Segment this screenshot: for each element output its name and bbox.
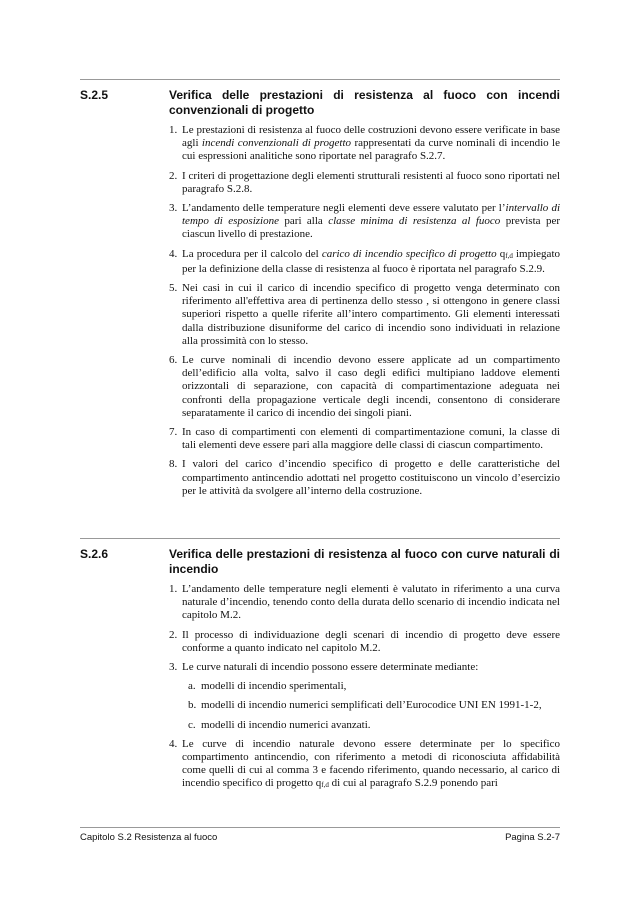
section-number: S.2.5 bbox=[80, 88, 109, 102]
sub-item-text: modelli di incendio numerici avanzati. bbox=[201, 718, 371, 731]
item-text: In caso di compartimenti con elementi di compartimentazione comuni, la classe di tali elementi deve essere pari alla maggiore delle classi di ciascun compartimento. bbox=[182, 426, 560, 452]
item-text: Le curve naturali di incendio possono essere determinate mediante: bbox=[182, 661, 479, 674]
page-footer bbox=[80, 832, 560, 843]
footer-chapter: Capitolo S.2 Resistenza al fuoco bbox=[80, 832, 218, 843]
item-number: 1. bbox=[169, 124, 178, 136]
sub-item-letter: b. bbox=[188, 699, 197, 712]
item-number: 3. bbox=[169, 661, 178, 674]
list-item bbox=[169, 583, 560, 623]
item-number: 1. bbox=[169, 583, 178, 595]
item-number: 8. bbox=[169, 458, 178, 471]
sub-item-letter: c. bbox=[188, 718, 196, 731]
footer-page-number: Pagina S.2-7 bbox=[505, 832, 560, 843]
section-rule-middle bbox=[80, 538, 560, 539]
list-item bbox=[169, 458, 560, 498]
list-item bbox=[169, 426, 560, 452]
list-item bbox=[169, 629, 560, 655]
item-text: L’andamento delle temperature negli elementi deve essere valutato per l’intervallo di tempo di esposizione pari alla classe minima di resistenza al fuoco prevista per ciascun livello di prestazione. bbox=[182, 202, 561, 241]
item-text: Le prestazioni di resistenza al fuoco delle costruzioni devono essere verificate in base agli incendi convenzionali di progetto rappresentati da curve nominali di incendio le cui espressioni analitiche sono riportate nel paragrafo S.2.7. bbox=[182, 124, 560, 163]
item-number: 5. bbox=[169, 282, 178, 295]
item-number: 2. bbox=[169, 169, 178, 182]
list-item bbox=[169, 124, 560, 164]
item-text: Il processo di individuazione degli scenari di incendio di progetto deve essere conforme a quanto indicato nel capitolo M.2. bbox=[182, 628, 560, 654]
section-s-2-6 bbox=[80, 547, 560, 799]
list-item bbox=[169, 282, 560, 348]
sub-list-item bbox=[188, 680, 560, 693]
item-number: 4. bbox=[169, 247, 178, 260]
sub-item-text: modelli di incendio numerici semplificati dell’Eurocodice UNI EN 1991-1-2, bbox=[201, 699, 542, 712]
sub-list-item bbox=[188, 699, 560, 712]
list-item bbox=[169, 738, 560, 793]
item-text: Nei casi in cui il carico di incendio specifico di progetto venga determinato con riferimento all'effettiva area di pertinenza dello stesso , si ottengono in genere classi superiori rispetto a quelle riferite all’intero compartimento. Gli elementi interessati dalla distribuzione disuniforme del carico di incendio sono individuati in relazione alla prossimità con lo stesso. bbox=[182, 282, 560, 347]
item-number: 4. bbox=[169, 737, 178, 750]
item-text: I valori del carico d’incendio specifico di progetto e delle caratteristiche del compartimento antincendio adottati nel progetto costituiscono un vincolo d’esercizio per le attività da svolgere all’interno della costruzione. bbox=[182, 458, 560, 497]
list-item bbox=[169, 661, 560, 732]
sub-item-letter: a. bbox=[188, 680, 196, 693]
item-text: Le curve nominali di incendio devono essere applicate ad un compartimento dell’edificio alla volta, salvo il caso degli edifici multipiano laddove elementi orizzontali di separazione, con capacità di compartimentazione adeguata nei confronti della propagazione verticale degli incendi, consentono di considerare separatamente il carico di incendio dei singoli piani. bbox=[182, 354, 560, 419]
section-items bbox=[169, 124, 560, 498]
section-number: S.2.6 bbox=[80, 547, 109, 561]
section-title: Verifica delle prestazioni di resistenza al fuoco con curve naturali di incendio bbox=[169, 547, 560, 576]
list-item bbox=[169, 354, 560, 420]
footer-rule bbox=[80, 827, 560, 828]
item-number: 2. bbox=[169, 628, 178, 641]
section-items bbox=[169, 583, 560, 793]
item-text: I criteri di progettazione degli elementi strutturali resistenti al fuoco sono riportati nel paragrafo S.2.8. bbox=[182, 169, 560, 195]
item-number: 3. bbox=[169, 202, 178, 215]
item-text: Le curve di incendio naturale devono essere determinate per lo specifico compartimento antincendio, con riferimento a metodi di riconosciuta affidabilità come quelli di cui al comma 3 e facendo riferimento, quando necessario, al carico di incendio specifico di progetto $q_{f,d}$ di cui al paragrafo S.2.9 ponendo pari bbox=[182, 737, 560, 790]
section-s-2-5 bbox=[80, 88, 560, 504]
item-number: 7. bbox=[169, 426, 178, 439]
section-title: Verifica delle prestazioni di resistenza al fuoco con incendi convenzionali di progetto bbox=[169, 88, 560, 117]
item-number: 6. bbox=[169, 354, 178, 367]
list-item bbox=[169, 248, 560, 276]
sub-list-item bbox=[188, 719, 560, 732]
list-item bbox=[169, 202, 560, 242]
section-rule-top bbox=[80, 79, 560, 80]
item-text: L’andamento delle temperature negli elementi è valutato in riferimento a una curva naturale d’incendio, tenendo conto della durata dello scenario di incendio indicata nel capitolo M.2. bbox=[182, 583, 560, 622]
list-item bbox=[169, 170, 560, 196]
sub-item-text: modelli di incendio sperimentali, bbox=[201, 680, 347, 693]
item-text: La procedura per il calcolo del carico di incendio specifico di progetto $q_{f,d}$ impiegato per la definizione della classe di resistenza al fuoco è riportata nel paragrafo S.2.9. bbox=[182, 247, 560, 275]
sub-list bbox=[188, 680, 560, 732]
